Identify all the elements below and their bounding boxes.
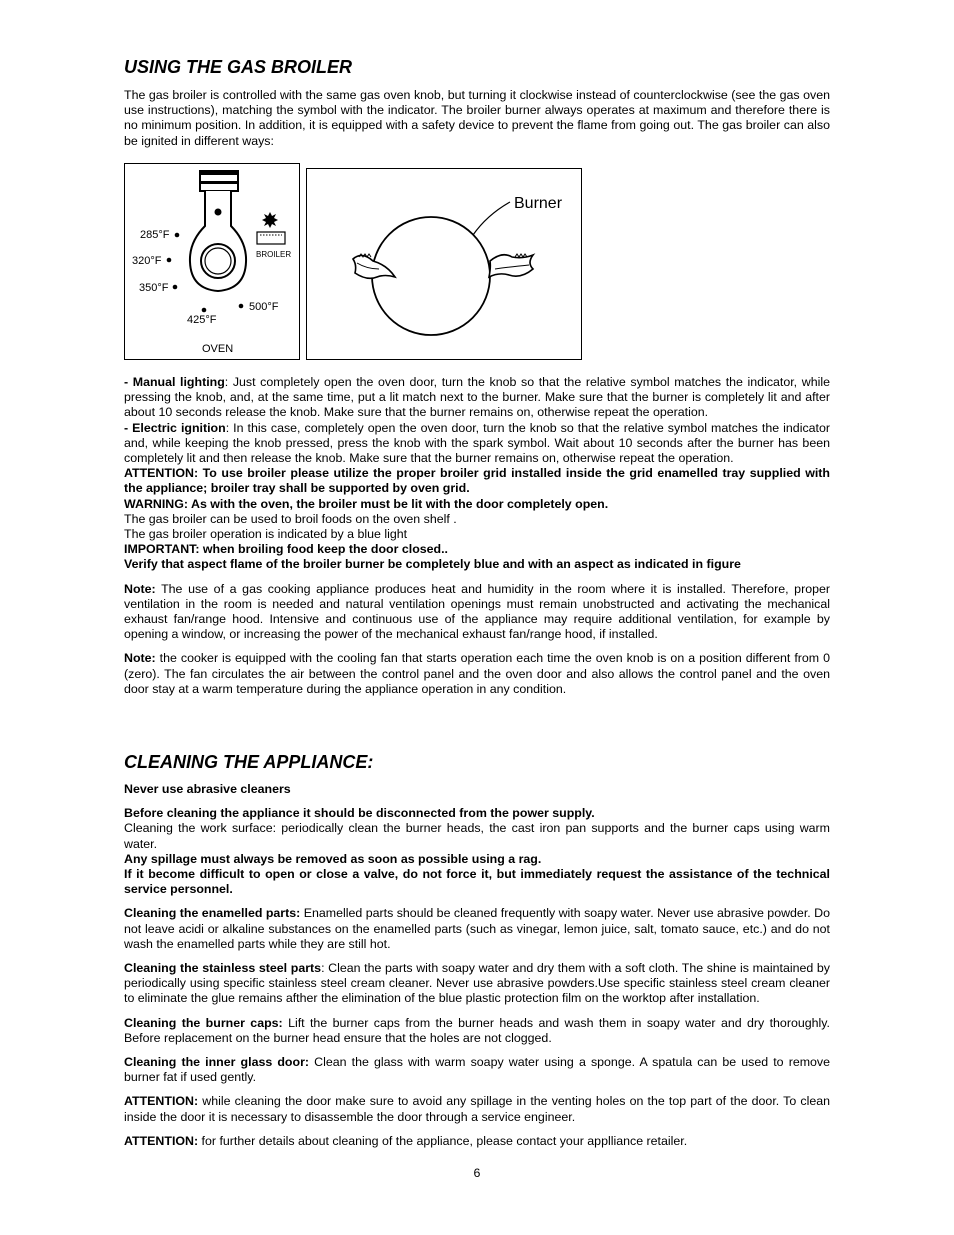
manual-lighting-label: - Manual lighting [124, 375, 225, 389]
enamelled-label: Cleaning the enamelled parts: [124, 906, 301, 921]
before-cleaning: Before cleaning the appliance it should be disconnected from the power supply. [124, 806, 595, 821]
electric-ignition-paragraph [124, 421, 830, 467]
oven-knob-diagram [125, 164, 299, 359]
burner-label: Burner [514, 195, 563, 212]
broiler-icon [257, 232, 285, 244]
burner-diagram [307, 169, 581, 359]
temp-label-285: 285°F [140, 229, 170, 241]
broiler-symbol-label: BROILER [256, 250, 292, 259]
cleaning-instructions [124, 782, 830, 1149]
spillage-text: Any spillage must always be removed as soon as possible using a rag. [124, 851, 542, 866]
manual-lighting-paragraph [124, 375, 830, 421]
inner-glass-text: Clean the glass with warm soapy water using a sponge. A spatula can be used to remove burner fat if used gently. [124, 1055, 831, 1085]
note-ventilation-text: The use of a gas cooking appliance produces heat and humidity in the room where it is installed. Therefore, proper ventilation in the room is needed and natural ventilation openings must remain unobstructed and activating the mechanical exhaust fan/range hood. Intensive and continuous use of the appliance may require additional ventilation, for example by opening a window, or increasing the power of the mechanical exhaust fan/range hood, if installed. [124, 581, 830, 642]
verify-flame: Verify that aspect flame of the broiler burner be completely blue and with an aspect as indicated in figure [124, 557, 741, 572]
oven-label: OVEN [202, 343, 234, 355]
right-flame-icon [489, 255, 533, 277]
temp-label-350: 350°F [139, 282, 169, 294]
never-abrasive: Never use abrasive cleaners [124, 782, 291, 796]
attention-retailer-text: for further details about cleaning of the appliance, please contact your applliance retailer. [198, 1133, 688, 1148]
temp-label-425: 425°F [187, 314, 217, 326]
enamelled-parts [124, 906, 830, 952]
attention-venting-text: while cleaning the door make sure to avoid any spillage in the venting holes on the top part of the door. To clean inside the door it is necessary to disassemble the door through a service engineer. [124, 1094, 830, 1124]
stainless-text: : Clean the parts with soapy water and dry them with a soft cloth. The shine is maintained by periodically using specific stainless steel cream cleaner. Never use abrasive powders.Use specific stainless steel cream cleaner to eliminate the glue remains afther the elimination of the blue plastic protection film on the worktop after installation. [124, 961, 830, 1006]
cleaning-heading: CLEANING THE APPLIANCE: [124, 752, 374, 772]
important-door: IMPORTANT: when broiling food keep the door closed.. [124, 542, 448, 557]
broiler-instructions [124, 375, 830, 697]
attention-label: ATTENTION: [124, 1094, 199, 1109]
note-cooling-fan-text: the cooker is equipped with the cooling fan that starts operation each time the oven knob is on a position different from 0 (zero). The fan circulates the air between the control panel and the oven door and also allows the control panel and the oven door stay at a warm temperature during the appliance operation in any condition. [124, 651, 830, 696]
note-label: Note: [124, 651, 156, 666]
enamelled-text: Enamelled parts should be cleaned frequently with soapy water. Never use abrasive powder. Do not leave acidi or alkaline substances on the enamelled parts (such as vinegar, lemon juice, salt, tomato sauce, etc.) and do not wash the enamelled parts while they are still hot. [124, 906, 830, 951]
work-surface-text: Cleaning the work surface: periodically clean the burner heads, the cast iron pan supports and the burner caps using warm water. [124, 821, 830, 851]
broiler-heading: USING THE GAS BROILER [124, 57, 353, 77]
attention-label: ATTENTION: [124, 1133, 199, 1148]
electric-ignition-text: : In this case, completely open the oven door, turn the knob so that the relative symbol matches the indicator and, while keeping the knob pressed, press the knob with the spark symbol. Wait about 10 seconds after the burner has been completely lit and then release the knob. Make sure that the burner remains on, otherwise repeat the operation. [124, 420, 830, 466]
attention-grid: ATTENTION: To use broiler please utilize the proper broiler grid installed inside the grid enamelled tray supplied with the appliance; broiler tray shall be supported by oven grid. [124, 466, 830, 496]
note-label: Note: [124, 581, 156, 596]
temp-label-320: 320°F [132, 255, 162, 267]
oven-knob-figure [124, 163, 300, 360]
blue-light-line: The gas broiler operation is indicated by a blue light [124, 527, 408, 542]
temp-label-500: 500°F [249, 301, 279, 313]
burner-caps-text: Lift the burner caps from the burner heads and wash them in soapy water and dry thoroughly. Before replacement on the burner head ensure that the holes are not clogged. [124, 1015, 830, 1045]
spark-icon [262, 212, 278, 228]
inner-glass [124, 1055, 830, 1085]
broiler-intro: The gas broiler is controlled with the same gas oven knob, but turning it clockwise instead of counterclockwise (see the gas oven use instructions), matching the symbol with the indicator. The broiler burner always operates at maximum and therefore there is no minimum position. In addition, it is equipped with a safety device to prevent the flame from going out. The gas broiler can also be ignited in different ways: [124, 88, 830, 148]
page-number: 6 [473, 1166, 481, 1180]
attention-venting [124, 1094, 830, 1124]
warning-door: WARNING: As with the oven, the broiler must be lit with the door completely open. [124, 496, 609, 511]
note-cooling-fan [124, 651, 830, 697]
stainless-parts [124, 961, 830, 1007]
broil-shelf-line: The gas broiler can be used to broil foods on the oven shelf . [124, 511, 457, 526]
burner-caps [124, 1016, 830, 1046]
broiler-intro-block [124, 88, 830, 149]
electric-ignition-label: - Electric ignition [124, 420, 226, 435]
burner-caps-label: Cleaning the burner caps: [124, 1015, 283, 1030]
note-ventilation [124, 582, 830, 643]
attention-retailer [124, 1134, 830, 1149]
stainless-label: Cleaning the stainless steel parts [124, 961, 322, 976]
valve-text: If it become difficult to open or close a valve, do not force it, but immediately request the assistance of the technical service personnel. [124, 867, 830, 897]
burner-flame-figure [306, 168, 582, 360]
inner-glass-label: Cleaning the inner glass door: [124, 1055, 310, 1070]
manual-lighting-text: : Just completely open the oven door, turn the knob so that the relative symbol matches the indicator, while pressing the knob, and, at the same time, put a lit match next to the burner. Make sure that the burner is completely lit and after about 10 seconds release the knob. Make sure that the burner remains on, otherwise repeat the operation. [124, 375, 830, 420]
